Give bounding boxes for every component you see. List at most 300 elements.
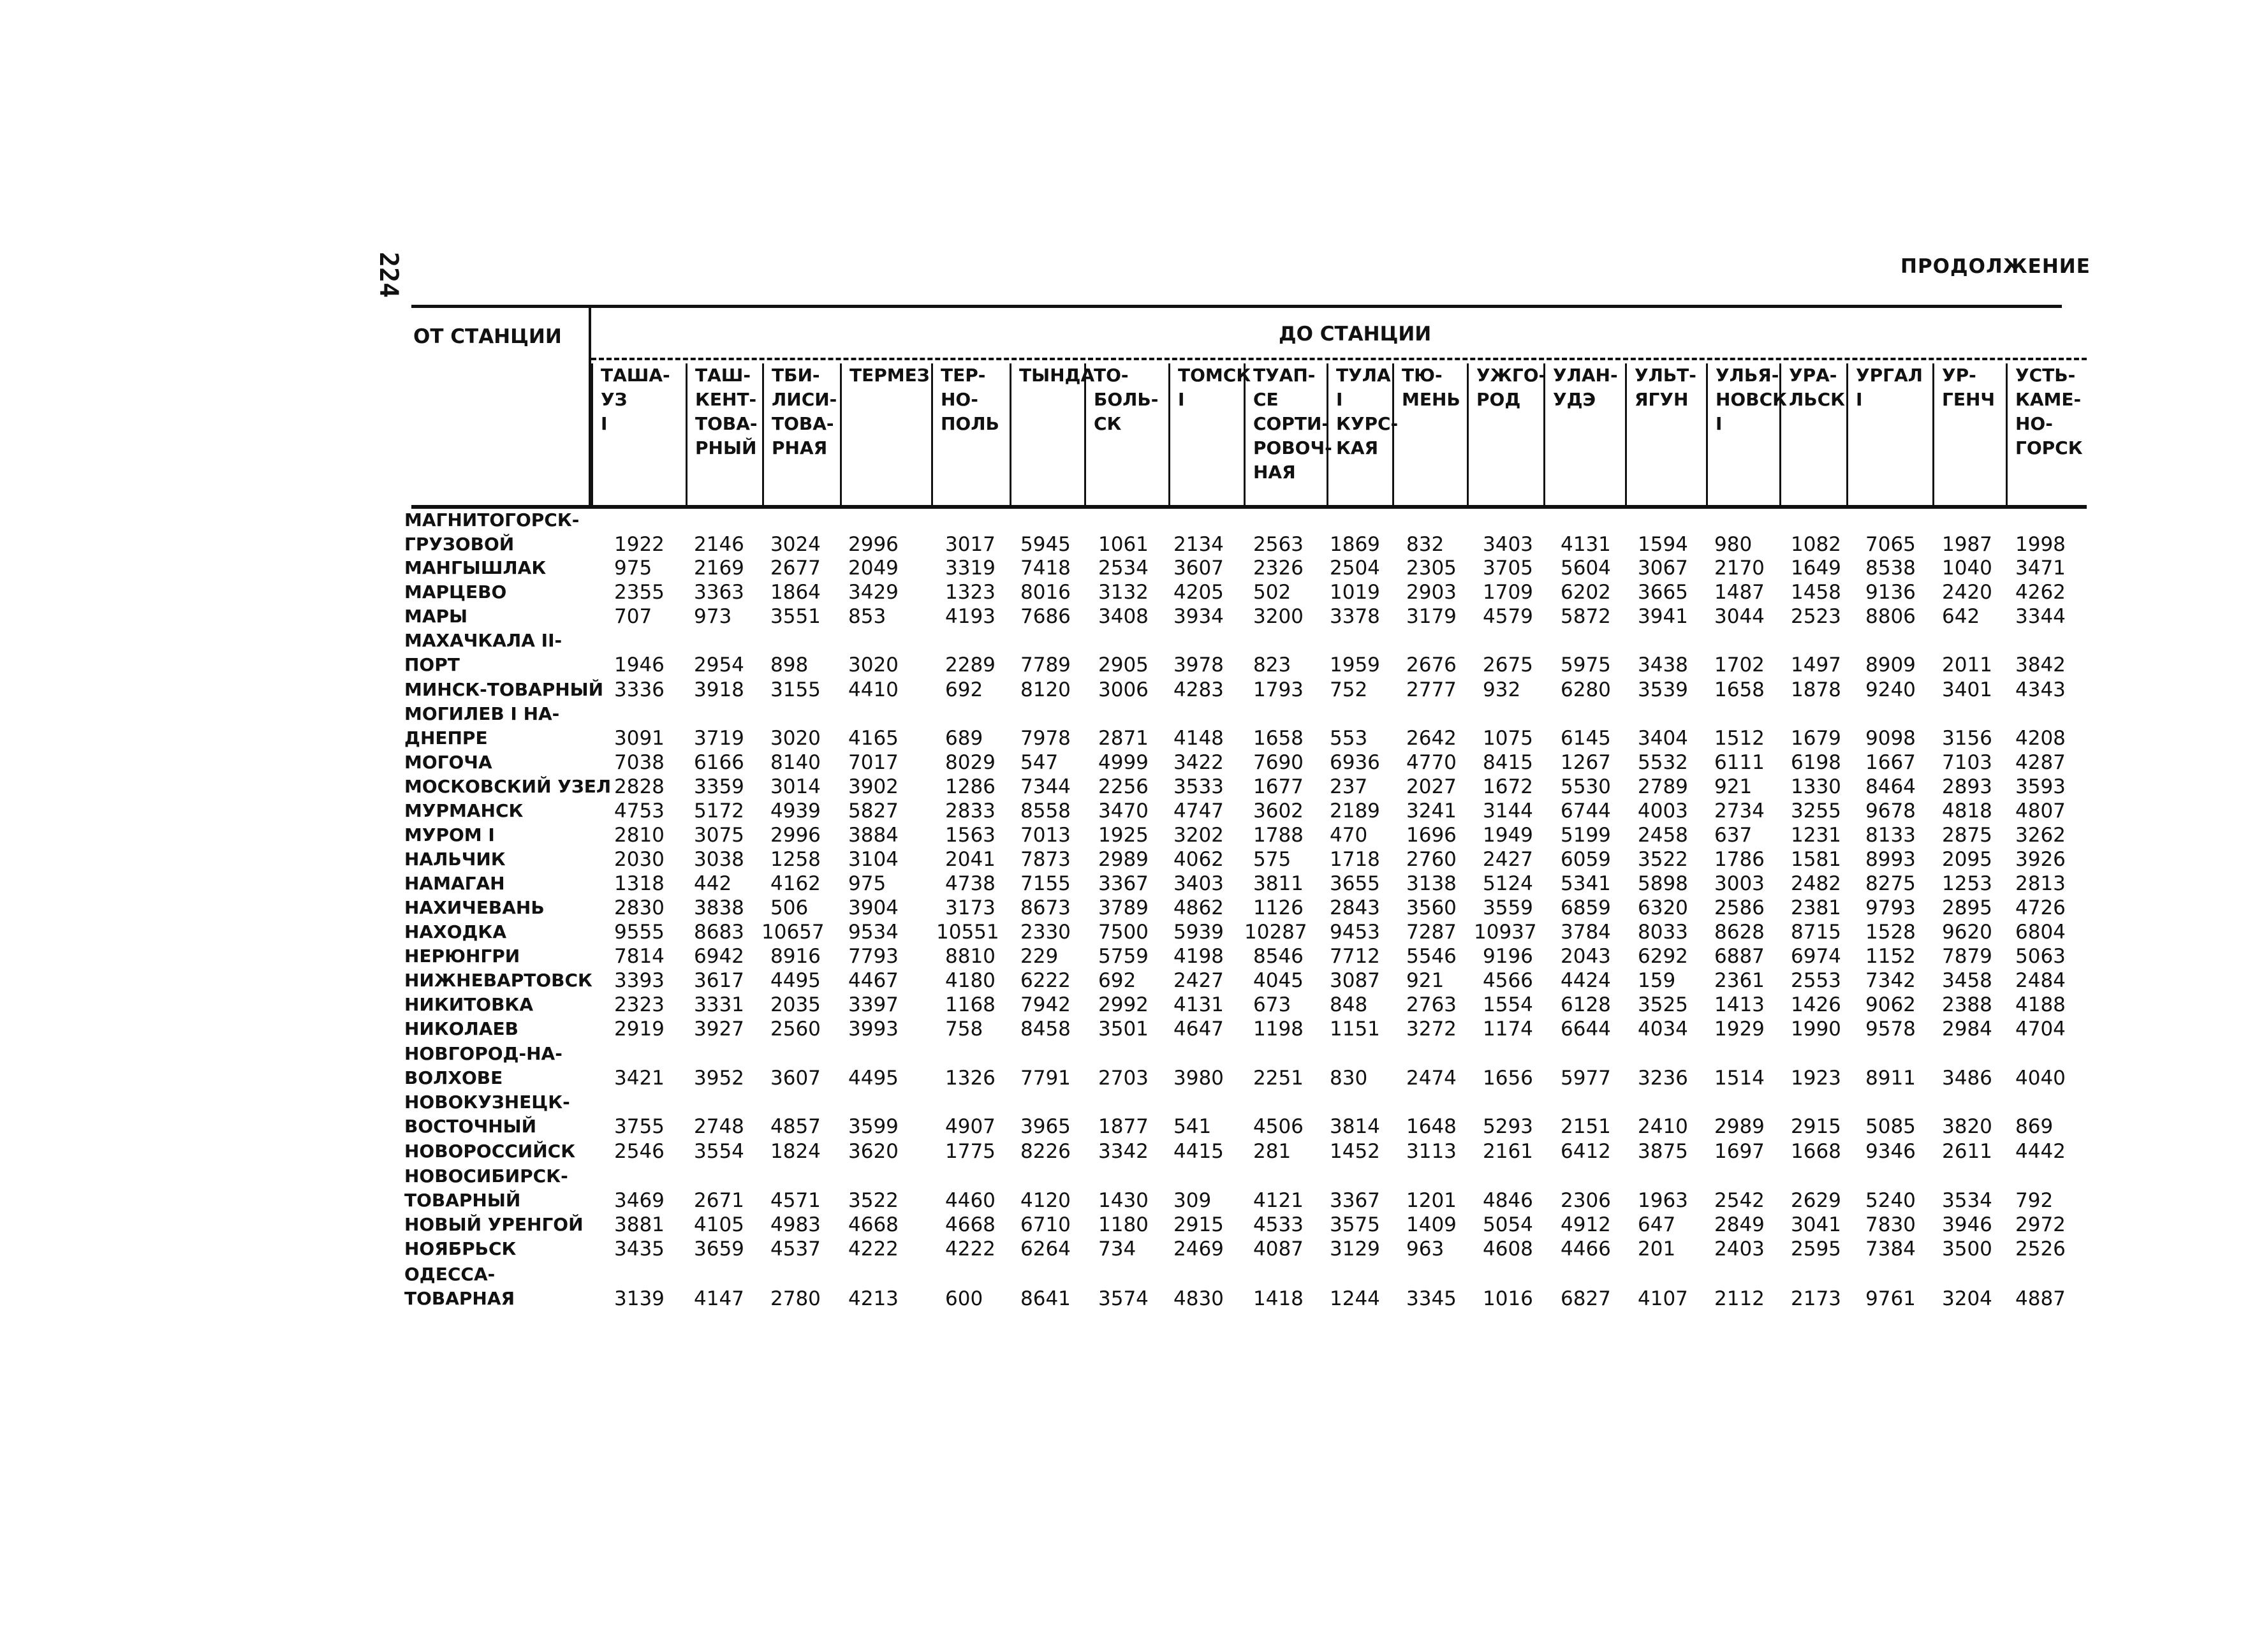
row-station-name: НАХИЧЕВАНЬ bbox=[404, 897, 545, 918]
column-header: УЖГО- РОД bbox=[1467, 363, 1543, 505]
distance-cell: 1323 bbox=[945, 581, 996, 604]
distance-cell: 1864 bbox=[770, 581, 821, 604]
distance-cell: 853 bbox=[848, 605, 886, 628]
distance-cell: 2611 bbox=[1942, 1140, 1992, 1163]
distance-cell: 5054 bbox=[1483, 1213, 1533, 1236]
distance-cell: 1878 bbox=[1791, 678, 1841, 701]
distance-cell: 7879 bbox=[1942, 945, 1992, 968]
distance-cell: 1082 bbox=[1791, 533, 1841, 556]
distance-cell: 3104 bbox=[848, 848, 899, 871]
distance-cell: 3659 bbox=[694, 1238, 744, 1261]
distance-cell: 5939 bbox=[1173, 921, 1224, 944]
distance-cell: 2893 bbox=[1942, 775, 1992, 798]
distance-cell: 647 bbox=[1638, 1213, 1676, 1236]
distance-cell: 7013 bbox=[1020, 824, 1071, 847]
distance-cell: 3331 bbox=[694, 993, 744, 1016]
distance-cell: 7103 bbox=[1942, 751, 1992, 774]
distance-cell: 6710 bbox=[1020, 1213, 1071, 1236]
distance-cell: 1563 bbox=[945, 824, 996, 847]
distance-cell: 4704 bbox=[2015, 1018, 2066, 1041]
row-station-name: НИКОЛАЕВ bbox=[404, 1018, 518, 1039]
distance-cell: 963 bbox=[1406, 1238, 1445, 1261]
distance-cell: 7789 bbox=[1020, 654, 1071, 676]
distance-cell: 1497 bbox=[1791, 654, 1841, 676]
distance-cell: 3067 bbox=[1638, 557, 1688, 580]
distance-cell: 4571 bbox=[770, 1189, 821, 1212]
distance-cell: 2306 bbox=[1561, 1189, 1611, 1212]
continuation-label: ПРОДОЛЖЕНИЕ bbox=[1900, 255, 2091, 278]
column-header: ТБИ- ЛИСИ- ТОВА- РНАЯ bbox=[762, 363, 840, 505]
distance-cell: 1990 bbox=[1791, 1018, 1841, 1041]
distance-cell: 2871 bbox=[1098, 727, 1149, 750]
distance-cell: 921 bbox=[1406, 969, 1445, 992]
distance-cell: 4205 bbox=[1173, 581, 1224, 604]
distance-cell: 1702 bbox=[1714, 654, 1765, 676]
distance-cell: 2675 bbox=[1483, 654, 1533, 676]
distance-cell: 3522 bbox=[848, 1189, 899, 1212]
distance-cell: 4460 bbox=[945, 1189, 996, 1212]
distance-cell: 4162 bbox=[770, 872, 821, 895]
distance-cell: 8806 bbox=[1865, 605, 1916, 628]
distance-cell: 3946 bbox=[1942, 1213, 1992, 1236]
distance-cell: 2251 bbox=[1253, 1067, 1304, 1090]
distance-cell: 2586 bbox=[1714, 896, 1765, 919]
distance-cell: 3522 bbox=[1638, 848, 1688, 871]
distance-cell: 2915 bbox=[1791, 1115, 1841, 1138]
distance-cell: 4533 bbox=[1253, 1213, 1304, 1236]
top-rule bbox=[411, 305, 2062, 308]
distance-cell: 1326 bbox=[945, 1067, 996, 1090]
distance-cell: 1869 bbox=[1330, 533, 1380, 556]
distance-cell: 1201 bbox=[1406, 1189, 1457, 1212]
distance-cell: 3755 bbox=[614, 1115, 665, 1138]
distance-cell: 5898 bbox=[1638, 872, 1688, 895]
distance-cell: 4983 bbox=[770, 1213, 821, 1236]
distance-cell: 4180 bbox=[945, 969, 996, 992]
column-header: УРА- ЛЬСК bbox=[1779, 363, 1846, 505]
distance-cell: 3041 bbox=[1791, 1213, 1841, 1236]
distance-cell: 4147 bbox=[694, 1287, 744, 1310]
distance-cell: 3875 bbox=[1638, 1140, 1688, 1163]
distance-cell: 3838 bbox=[694, 896, 744, 919]
distance-cell: 4045 bbox=[1253, 969, 1304, 992]
distance-cell: 3554 bbox=[694, 1140, 744, 1163]
distance-cell: 8458 bbox=[1020, 1018, 1071, 1041]
distance-cell: 4830 bbox=[1173, 1287, 1224, 1310]
distance-cell: 5977 bbox=[1561, 1067, 1611, 1090]
distance-cell: 3020 bbox=[848, 654, 899, 676]
distance-cell: 9761 bbox=[1865, 1287, 1916, 1310]
distance-cell: 4726 bbox=[2015, 896, 2066, 919]
distance-cell: 229 bbox=[1020, 945, 1059, 968]
distance-cell: 1244 bbox=[1330, 1287, 1380, 1310]
distance-cell: 4912 bbox=[1561, 1213, 1611, 1236]
distance-cell: 1016 bbox=[1483, 1287, 1533, 1310]
distance-cell: 2534 bbox=[1098, 557, 1149, 580]
distance-cell: 7500 bbox=[1098, 921, 1149, 944]
distance-cell: 3705 bbox=[1483, 557, 1533, 580]
distance-cell: 4566 bbox=[1483, 969, 1533, 992]
distance-cell: 1649 bbox=[1791, 557, 1841, 580]
distance-cell: 5945 bbox=[1020, 533, 1071, 556]
distance-cell: 2671 bbox=[694, 1189, 744, 1212]
distance-cell: 1929 bbox=[1714, 1018, 1765, 1041]
row-station-name: МУРОМ I bbox=[404, 824, 495, 845]
distance-cell: 2989 bbox=[1714, 1115, 1765, 1138]
row-station-name: МАГНИТОГОРСК- ГРУЗОВОЙ bbox=[404, 509, 580, 555]
row-station-name: МУРМАНСК bbox=[404, 800, 524, 821]
distance-cell: 2146 bbox=[694, 533, 744, 556]
distance-cell: 3200 bbox=[1253, 605, 1304, 628]
distance-cell: 3500 bbox=[1942, 1238, 1992, 1261]
distance-cell: 6320 bbox=[1638, 896, 1688, 919]
distance-cell: 2849 bbox=[1714, 1213, 1765, 1236]
distance-cell: 3404 bbox=[1638, 727, 1688, 750]
distance-cell: 7712 bbox=[1330, 945, 1380, 968]
distance-cell: 4034 bbox=[1638, 1018, 1688, 1041]
row-station-name: НАХОДКА bbox=[404, 921, 506, 942]
distance-cell: 5293 bbox=[1483, 1115, 1533, 1138]
distance-cell: 3397 bbox=[848, 993, 899, 1016]
distance-cell: 3941 bbox=[1638, 605, 1688, 628]
distance-cell: 7814 bbox=[614, 945, 665, 968]
distance-cell: 3255 bbox=[1791, 800, 1841, 822]
distance-cell: 2915 bbox=[1173, 1213, 1224, 1236]
distance-cell: 7384 bbox=[1865, 1238, 1916, 1261]
distance-cell: 3363 bbox=[694, 581, 744, 604]
row-station-name: НАЛЬЧИК bbox=[404, 849, 506, 870]
distance-cell: 10551 bbox=[936, 921, 999, 944]
distance-cell: 3429 bbox=[848, 581, 899, 604]
distance-cell: 2905 bbox=[1098, 654, 1149, 676]
distance-cell: 3965 bbox=[1020, 1115, 1071, 1138]
column-header: УР- ГЕНЧ bbox=[1932, 363, 2006, 505]
distance-cell: 3559 bbox=[1483, 896, 1533, 919]
distance-cell: 8120 bbox=[1020, 678, 1071, 701]
distance-cell: 4668 bbox=[848, 1213, 899, 1236]
distance-cell: 7793 bbox=[848, 945, 899, 968]
distance-cell: 4165 bbox=[848, 727, 899, 750]
distance-cell: 8133 bbox=[1865, 824, 1916, 847]
distance-cell: 707 bbox=[614, 605, 652, 628]
distance-cell: 541 bbox=[1173, 1115, 1212, 1138]
distance-cell: 3665 bbox=[1638, 581, 1688, 604]
distance-cell: 8683 bbox=[694, 921, 744, 944]
distance-cell: 3017 bbox=[945, 533, 996, 556]
distance-cell: 1198 bbox=[1253, 1018, 1304, 1041]
distance-cell: 4466 bbox=[1561, 1238, 1611, 1261]
distance-cell: 4287 bbox=[2015, 751, 2066, 774]
distance-cell: 10287 bbox=[1244, 921, 1307, 944]
distance-cell: 3470 bbox=[1098, 800, 1149, 822]
distance-cell: 4262 bbox=[2015, 581, 2066, 604]
distance-cell: 3003 bbox=[1714, 872, 1765, 895]
distance-cell: 1426 bbox=[1791, 993, 1841, 1016]
row-station-name: МОГИЛЕВ I НА- ДНЕПРЕ bbox=[404, 703, 560, 749]
distance-cell: 9793 bbox=[1865, 896, 1916, 919]
distance-cell: 9346 bbox=[1865, 1140, 1916, 1163]
distance-cell: 8628 bbox=[1714, 921, 1765, 944]
distance-cell: 2677 bbox=[770, 557, 821, 580]
distance-cell: 1658 bbox=[1714, 678, 1765, 701]
distance-cell: 1696 bbox=[1406, 824, 1457, 847]
distance-cell: 3927 bbox=[694, 1018, 744, 1041]
distance-cell: 4887 bbox=[2015, 1287, 2066, 1310]
distance-cell: 2043 bbox=[1561, 945, 1611, 968]
distance-cell: 4208 bbox=[2015, 727, 2066, 750]
distance-cell: 752 bbox=[1330, 678, 1368, 701]
header-dashed-rule bbox=[591, 358, 2087, 360]
distance-cell: 1168 bbox=[945, 993, 996, 1016]
distance-cell: 4668 bbox=[945, 1213, 996, 1236]
distance-cell: 2984 bbox=[1942, 1018, 1992, 1041]
distance-cell: 2134 bbox=[1173, 533, 1224, 556]
distance-cell: 3607 bbox=[1173, 557, 1224, 580]
distance-cell: 2954 bbox=[694, 654, 744, 676]
distance-cell: 9620 bbox=[1942, 921, 1992, 944]
distance-cell: 3525 bbox=[1638, 993, 1688, 1016]
distance-cell: 2484 bbox=[2015, 969, 2066, 992]
distance-cell: 3319 bbox=[945, 557, 996, 580]
distance-cell: 5546 bbox=[1406, 945, 1457, 968]
distance-cell: 6644 bbox=[1561, 1018, 1611, 1041]
distance-cell: 2676 bbox=[1406, 654, 1457, 676]
distance-cell: 6942 bbox=[694, 945, 744, 968]
distance-cell: 3378 bbox=[1330, 605, 1380, 628]
distance-cell: 932 bbox=[1483, 678, 1521, 701]
distance-cell: 1877 bbox=[1098, 1115, 1149, 1138]
distance-cell: 3789 bbox=[1098, 896, 1149, 919]
distance-cell: 8415 bbox=[1483, 751, 1533, 774]
column-header: ТАШ- КЕНТ- ТОВА- РНЫЙ bbox=[686, 363, 762, 505]
column-header: ТУАП- СЕ СОРТИ- РОВОЧ- НАЯ bbox=[1244, 363, 1327, 505]
distance-cell: 2989 bbox=[1098, 848, 1149, 871]
distance-cell: 2875 bbox=[1942, 824, 1992, 847]
distance-cell: 4770 bbox=[1406, 751, 1457, 774]
distance-cell: 4222 bbox=[945, 1238, 996, 1261]
distance-cell: 2895 bbox=[1942, 896, 1992, 919]
distance-cell: 830 bbox=[1330, 1067, 1368, 1090]
distance-cell: 442 bbox=[694, 872, 732, 895]
distance-cell: 8029 bbox=[945, 751, 996, 774]
row-station-name: МОГОЧА bbox=[404, 752, 492, 773]
distance-cell: 4222 bbox=[848, 1238, 899, 1261]
distance-cell: 3934 bbox=[1173, 605, 1224, 628]
distance-cell: 2542 bbox=[1714, 1189, 1765, 1212]
distance-cell: 692 bbox=[945, 678, 983, 701]
distance-cell: 3144 bbox=[1483, 800, 1533, 822]
distance-cell: 3574 bbox=[1098, 1287, 1149, 1310]
distance-cell: 975 bbox=[848, 872, 886, 895]
distance-cell: 470 bbox=[1330, 824, 1368, 847]
distance-cell: 6936 bbox=[1330, 751, 1380, 774]
distance-cell: 3655 bbox=[1330, 872, 1380, 895]
distance-cell: 6974 bbox=[1791, 945, 1841, 968]
distance-cell: 7873 bbox=[1020, 848, 1071, 871]
distance-cell: 3006 bbox=[1098, 678, 1149, 701]
distance-cell: 4415 bbox=[1173, 1140, 1224, 1163]
distance-cell: 1581 bbox=[1791, 848, 1841, 871]
distance-cell: 7342 bbox=[1865, 969, 1916, 992]
distance-cell: 6128 bbox=[1561, 993, 1611, 1016]
distance-cell: 2410 bbox=[1638, 1115, 1688, 1138]
distance-cell: 9555 bbox=[614, 921, 665, 944]
column-header: ТУЛА I КУРС- КАЯ bbox=[1327, 363, 1392, 505]
distance-cell: 1318 bbox=[614, 872, 665, 895]
distance-cell: 3719 bbox=[694, 727, 744, 750]
distance-cell: 4087 bbox=[1253, 1238, 1304, 1261]
distance-cell: 3403 bbox=[1483, 533, 1533, 556]
distance-cell: 3620 bbox=[848, 1140, 899, 1163]
distance-cell: 3044 bbox=[1714, 605, 1765, 628]
distance-cell: 1040 bbox=[1942, 557, 1992, 580]
distance-cell: 1987 bbox=[1942, 533, 1992, 556]
distance-cell: 6222 bbox=[1020, 969, 1071, 992]
distance-cell: 7690 bbox=[1253, 751, 1304, 774]
column-header: ТАША- УЗ I bbox=[591, 363, 686, 505]
distance-cell: 1668 bbox=[1791, 1140, 1841, 1163]
distance-cell: 1677 bbox=[1253, 775, 1304, 798]
distance-cell: 2355 bbox=[614, 581, 665, 604]
distance-cell: 3904 bbox=[848, 896, 899, 919]
distance-cell: 4213 bbox=[848, 1287, 899, 1310]
distance-cell: 4579 bbox=[1483, 605, 1533, 628]
distance-cell: 3551 bbox=[770, 605, 821, 628]
distance-cell: 2642 bbox=[1406, 727, 1457, 750]
distance-cell: 8275 bbox=[1865, 872, 1916, 895]
distance-cell: 3784 bbox=[1561, 921, 1611, 944]
distance-cell: 1946 bbox=[614, 654, 665, 676]
row-station-name: МАРЫ bbox=[404, 606, 468, 627]
distance-cell: 4120 bbox=[1020, 1189, 1071, 1212]
row-station-name: ОДЕССА- ТОВАРНАЯ bbox=[404, 1264, 515, 1309]
distance-cell: 1667 bbox=[1865, 751, 1916, 774]
distance-cell: 2828 bbox=[614, 775, 665, 798]
distance-cell: 1075 bbox=[1483, 727, 1533, 750]
distance-cell: 2161 bbox=[1483, 1140, 1533, 1163]
distance-cell: 973 bbox=[694, 605, 732, 628]
distance-cell: 3367 bbox=[1098, 872, 1149, 895]
distance-cell: 4907 bbox=[945, 1115, 996, 1138]
distance-cell: 1648 bbox=[1406, 1115, 1457, 1138]
distance-cell: 637 bbox=[1714, 824, 1753, 847]
distance-cell: 1594 bbox=[1638, 533, 1688, 556]
distance-cell: 2734 bbox=[1714, 800, 1765, 822]
distance-cell: 3024 bbox=[770, 533, 821, 556]
distance-cell: 3539 bbox=[1638, 678, 1688, 701]
distance-cell: 3155 bbox=[770, 678, 821, 701]
distance-cell: 8641 bbox=[1020, 1287, 1071, 1310]
distance-cell: 1718 bbox=[1330, 848, 1380, 871]
distance-cell: 1959 bbox=[1330, 654, 1380, 676]
distance-cell: 4807 bbox=[2015, 800, 2066, 822]
distance-cell: 4003 bbox=[1638, 800, 1688, 822]
distance-cell: 4410 bbox=[848, 678, 899, 701]
distance-cell: 1697 bbox=[1714, 1140, 1765, 1163]
distance-cell: 9453 bbox=[1330, 921, 1380, 944]
distance-cell: 3926 bbox=[2015, 848, 2066, 871]
distance-cell: 3087 bbox=[1330, 969, 1380, 992]
distance-cell: 5604 bbox=[1561, 557, 1611, 580]
row-station-name: НОВОКУЗНЕЦК- ВОСТОЧНЫЙ bbox=[404, 1092, 570, 1137]
distance-cell: 4107 bbox=[1638, 1287, 1688, 1310]
distance-cell: 1180 bbox=[1098, 1213, 1149, 1236]
distance-cell: 5172 bbox=[694, 800, 744, 822]
distance-cell: 4062 bbox=[1173, 848, 1224, 871]
distance-cell: 7155 bbox=[1020, 872, 1071, 895]
distance-cell: 2563 bbox=[1253, 533, 1304, 556]
distance-cell: 6412 bbox=[1561, 1140, 1611, 1163]
distance-cell: 3129 bbox=[1330, 1238, 1380, 1261]
distance-cell: 2595 bbox=[1791, 1238, 1841, 1261]
row-station-name: НОЯБРЬСК bbox=[404, 1238, 517, 1259]
distance-cell: 3336 bbox=[614, 678, 665, 701]
distance-cell: 3607 bbox=[770, 1067, 821, 1090]
distance-cell: 8909 bbox=[1865, 654, 1916, 676]
distance-cell: 3038 bbox=[694, 848, 744, 871]
distance-cell: 3814 bbox=[1330, 1115, 1380, 1138]
distance-cell: 2170 bbox=[1714, 557, 1765, 580]
distance-cell: 9098 bbox=[1865, 727, 1916, 750]
distance-cell: 2482 bbox=[1791, 872, 1841, 895]
distance-cell: 5240 bbox=[1865, 1189, 1916, 1212]
distance-cell: 3344 bbox=[2015, 605, 2066, 628]
distance-cell: 1152 bbox=[1865, 945, 1916, 968]
distance-cell: 5085 bbox=[1865, 1115, 1916, 1138]
row-station-name: МОСКОВСКИЙ УЗЕЛ bbox=[404, 776, 612, 797]
row-station-name: НАМАГАН bbox=[404, 873, 505, 894]
distance-cell: 2903 bbox=[1406, 581, 1457, 604]
column-header: УЛЬТ- ЯГУН bbox=[1625, 363, 1706, 505]
distance-cell: 3842 bbox=[2015, 654, 2066, 676]
distance-cell: 673 bbox=[1253, 993, 1291, 1016]
distance-cell: 10657 bbox=[761, 921, 825, 944]
distance-cell: 2330 bbox=[1020, 921, 1071, 944]
distance-cell: 3811 bbox=[1253, 872, 1304, 895]
distance-cell: 6059 bbox=[1561, 848, 1611, 871]
distance-cell: 6859 bbox=[1561, 896, 1611, 919]
distance-cell: 2112 bbox=[1714, 1287, 1765, 1310]
distance-cell: 2289 bbox=[945, 654, 996, 676]
distance-cell: 2703 bbox=[1098, 1067, 1149, 1090]
distance-cell: 6292 bbox=[1638, 945, 1688, 968]
distance-cell: 3345 bbox=[1406, 1287, 1457, 1310]
distance-cell: 2992 bbox=[1098, 993, 1149, 1016]
distance-cell: 2035 bbox=[770, 993, 821, 1016]
distance-cell: 3902 bbox=[848, 775, 899, 798]
distance-cell: 3262 bbox=[2015, 824, 2066, 847]
distance-cell: 4506 bbox=[1253, 1115, 1304, 1138]
distance-cell: 1998 bbox=[2015, 533, 2066, 556]
distance-cell: 3113 bbox=[1406, 1140, 1457, 1163]
row-station-name: МАХАЧКАЛА II- ПОРТ bbox=[404, 630, 562, 675]
distance-cell: 2041 bbox=[945, 848, 996, 871]
page-number: 224 bbox=[374, 252, 403, 298]
distance-cell: 281 bbox=[1253, 1140, 1291, 1163]
distance-cell: 1658 bbox=[1253, 727, 1304, 750]
distance-cell: 6827 bbox=[1561, 1287, 1611, 1310]
distance-cell: 4343 bbox=[2015, 678, 2066, 701]
distance-cell: 9136 bbox=[1865, 581, 1916, 604]
distance-cell: 4753 bbox=[614, 800, 665, 822]
distance-cell: 3534 bbox=[1942, 1189, 1992, 1212]
distance-cell: 3884 bbox=[848, 824, 899, 847]
column-header: ТЮ- МЕНЬ bbox=[1392, 363, 1467, 505]
distance-cell: 1267 bbox=[1561, 751, 1611, 774]
distance-cell: 8016 bbox=[1020, 581, 1071, 604]
from-station-header: ОТ СТАНЦИИ bbox=[413, 325, 562, 348]
distance-cell: 898 bbox=[770, 654, 809, 676]
